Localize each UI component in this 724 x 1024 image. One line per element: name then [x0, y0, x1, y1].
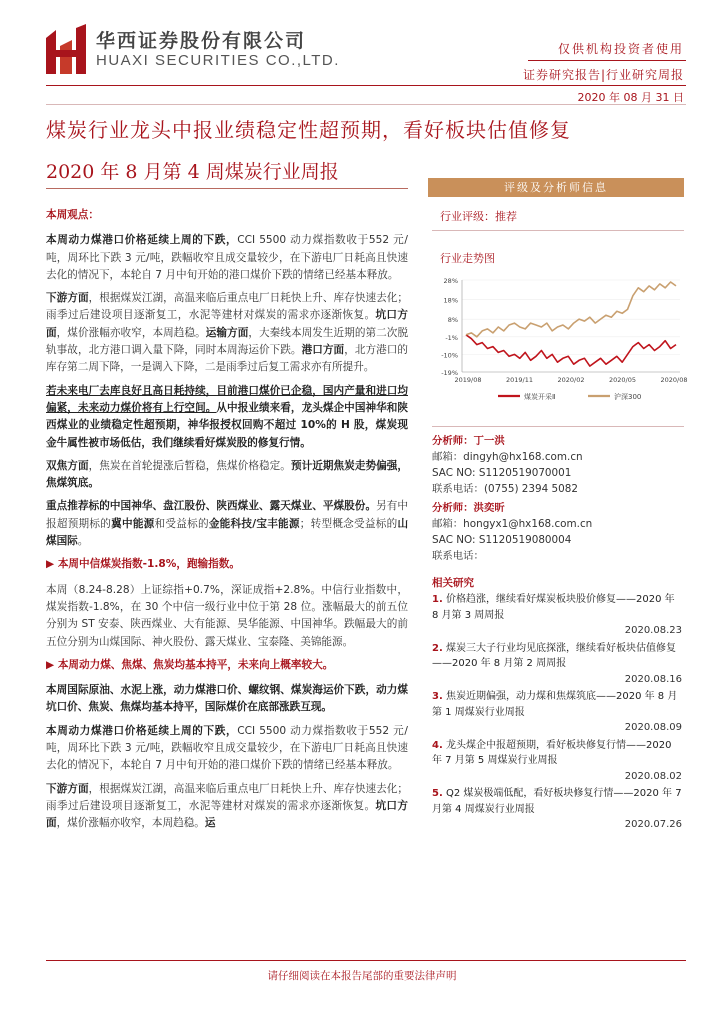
x-tick-label: 2020/08 — [660, 376, 688, 384]
related-research-title: 相关研究 — [432, 577, 474, 589]
related-research-item[interactable] — [432, 738, 682, 785]
analyst-2: 分析师：洪奕昕 邮箱：hongyx1@hx168.com.cn SAC NO: S1120519080004 联系电话： — [432, 502, 593, 562]
report-date: 2020 年 08 月 31 日 — [577, 91, 684, 104]
page-subtitle: 2020 年 8 月第 4 周煤炭行业周报 — [46, 161, 339, 183]
item-number: 4. — [432, 739, 443, 751]
y-tick-label: -1% — [445, 333, 458, 342]
industry-trend-chart — [428, 270, 688, 410]
item-title: 煤炭三大子行业均见底探涨，继续看好板块估值修复——2020 年 8 月第 2 周周报 — [432, 642, 676, 669]
x-tick-label: 2019/08 — [454, 376, 482, 384]
paragraph: 重点推荐标的中国神华、盘江股份、陕西煤业、露天煤业、平煤股份。另有中报超预期标的冀中能源和受益标的金能科技/宝丰能源；转型概念受益标的山煤国际。 — [46, 500, 409, 548]
footer-rule — [46, 960, 686, 961]
title-rule — [46, 104, 686, 105]
page-title: 煤炭行业龙头中报业绩稳定性超预期，看好板块估值修复 — [46, 118, 571, 142]
header-rule — [46, 85, 686, 86]
y-tick-label: 28% — [443, 277, 458, 285]
panel-header: 评级及分析师信息 — [428, 178, 684, 197]
related-research-item[interactable] — [432, 592, 682, 639]
chart-rule — [432, 426, 684, 427]
item-title: Q2 煤炭极端低配，看好板块修复行情——2020 年 7 月第 4 周煤炭行业周报 — [432, 788, 682, 815]
item-number: 1. — [432, 594, 443, 605]
bullet-icon: ▶ — [46, 658, 58, 671]
rating-rule — [432, 230, 684, 231]
item-number: 2. — [432, 642, 443, 654]
item-date: 2020.08.02 — [624, 770, 682, 782]
x-tick-label: 2019/11 — [505, 376, 534, 384]
item-title: 焦炭近期偏强，动力煤和焦煤筑底——2020 年 8 月第 1 周煤炭行业周报 — [432, 691, 678, 718]
item-title: 价格趋涨，继续看好煤炭板块股价修复——2020 年 8 月第 3 周周报 — [432, 594, 675, 621]
bullet-heading: ▶ 本周动力煤、焦煤、焦炭均基本持平，未来向上概率较大。 — [46, 658, 334, 671]
paragraph: 本周动力煤港口价格延续上周的下跌，CCI 5500 动力煤指数收于552 元/吨，周环比下跌 3 元/吨，跌幅收窄且成交量较少，在下游电厂日耗高且快速去化的情况下，本轮自 7 月中旬开始的港口煤价下跌的情绪已经基本释放。 — [46, 234, 408, 281]
company-name-cn: 华西证券股份有限公司 — [96, 30, 307, 52]
y-tick-label: 8% — [447, 316, 458, 325]
trend-title: 行业走势图 — [440, 252, 495, 265]
report-category: 证券研究报告|行业研究周报 — [522, 68, 684, 82]
logo-icon — [46, 24, 86, 74]
section-label: 本周观点： — [46, 209, 99, 221]
legend-label: 煤炭开采Ⅱ — [524, 393, 556, 401]
analyst-1: 分析师：丁一洪 邮箱：dingyh@hx168.com.cn SAC NO: S1120519070001 联系电话：(0755) 2394 5082 — [432, 435, 583, 495]
series-line-hs300 — [466, 282, 676, 337]
item-date: 2020.07.26 — [624, 819, 682, 830]
item-title: 龙头煤企中报超预期，看好板块修复行情——2020 年 7 月第 5 周煤炭行业周报 — [432, 739, 672, 766]
paragraph: 下游方面，根据煤炭江湖，高温来临后重点电厂日耗快上升、库存快速去化；雨季过后建设项目逐渐复工，水泥等建材对煤炭的需求亦逐渐恢复。坑口方面，煤价涨幅亦收窄，本周趋稳。运输方面，大秦线本周发生近期的第二次脱轨事故，北方港口调入量下降，同时本周海运价下跌。港口方面，北方港口的库存第二周下降，一是调入下降，二是雨季过后复工需求亦有所提升。 — [46, 292, 409, 374]
legal-footer: 请仔细阅读在本报告尾部的重要法律声明 — [267, 970, 457, 982]
bullet-heading: ▶ 本周中信煤炭指数-1.8%，跑输指数。 — [46, 558, 240, 571]
paragraph: 若未来电厂去库良好且高日耗持续，目前港口煤价已企稳，国内产量和进口均偏紧，未来动力煤价将有上行空间。从中报业绩来看，龙头煤企中国神华和陕西煤业的业绩稳定性超预期，神华报授权回购不超过 10%的 H 股，煤炭现金牛属性被市场低估，我们继续看好煤炭股的修复行情。 — [46, 384, 409, 449]
header-divider — [528, 60, 686, 61]
item-date: 2020.08.16 — [624, 673, 682, 685]
item-number: 3. — [432, 691, 443, 702]
legend-label: 沪深300 — [614, 393, 642, 401]
subtitle-rule — [46, 188, 408, 189]
paragraph: 本周（8.24-8.28）上证综指+0.7%，深证成指+2.8%。中信行业指数中，煤炭指数-1.8%，在 30 个中信一级行业中位于第 28 位。涨幅最大的前五位分别为 ST 安泰、陕西煤业、大有能源、昊华能源、中国神华。跌幅最大的前五位分别为山煤国际、神火股份、露天煤业、宝泰隆、美锦能源。 — [46, 583, 408, 648]
item-date: 2020.08.09 — [624, 722, 682, 733]
related-research-item[interactable] — [432, 786, 682, 833]
related-research-item[interactable] — [432, 689, 682, 736]
bullet-icon: ▶ — [46, 558, 58, 571]
industry-rating: 行业评级：推荐 — [440, 210, 517, 223]
paragraph: 本周国际原油、水泥上涨，动力煤港口价、螺纹钢、煤炭海运价下跌，动力煤坑口价、焦炭、焦煤均基本持平，国际煤价在底部涨跌互现。 — [46, 684, 408, 714]
y-tick-label: -10% — [441, 351, 458, 360]
item-number: 5. — [432, 788, 443, 799]
related-research-list — [432, 592, 682, 835]
y-tick-label: -19% — [441, 369, 458, 377]
company-name-en: HUAXI SECURITIES CO.,LTD. — [96, 52, 340, 69]
related-research-item[interactable] — [432, 641, 682, 688]
paragraph: 双焦方面，焦炭在首轮提涨后暂稳，焦煤价格稳定。预计近期焦炭走势偏强，焦煤筑底。 — [46, 459, 409, 490]
x-tick-label: 2020/02 — [557, 376, 585, 384]
audience-note: 仅供机构投资者使用 — [557, 42, 684, 56]
series-line-coal — [466, 335, 676, 366]
item-date: 2020.08.23 — [624, 625, 682, 636]
main-body — [46, 207, 408, 839]
paragraph: 本周动力煤港口价格延续上周的下跌，CCI 5500 动力煤指数收于552 元/吨，周环比下跌 3 元/吨，跌幅收窄且成交量较少，在下游电厂日耗高且快速去化的情况下，本轮自 7 月中旬开始的港口煤价下跌的情绪已经基本释放。 — [46, 724, 408, 772]
y-tick-label: 18% — [443, 296, 458, 305]
paragraph: 下游方面，根据煤炭江湖，高温来临后重点电厂日耗快上升、库存快速去化；雨季过后建设项目逐渐复工，水泥等建材对煤炭的需求亦逐渐恢复。坑口方面，煤价涨幅亦收窄，本周趋稳。运 — [46, 782, 409, 830]
x-tick-label: 2020/05 — [608, 376, 637, 384]
